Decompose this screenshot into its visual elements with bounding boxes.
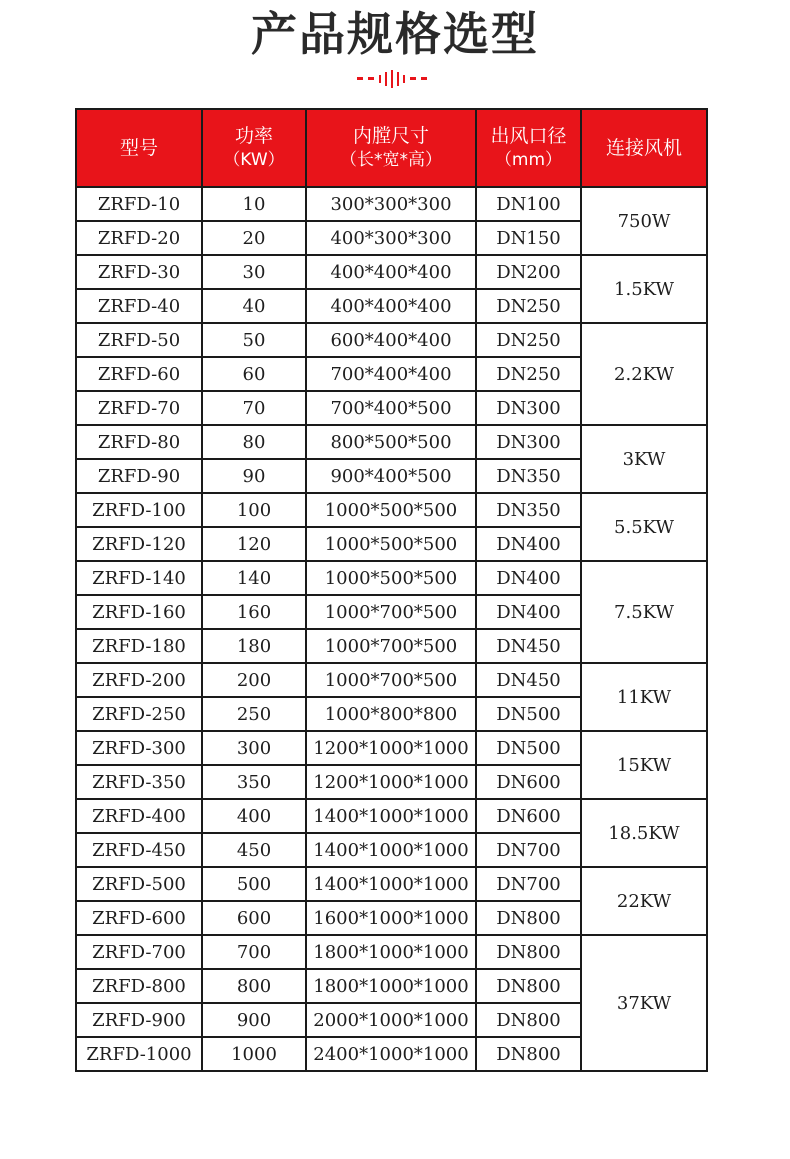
cell-size: 1000*800*800 xyxy=(306,697,476,731)
cell-size: 2400*1000*1000 xyxy=(306,1037,476,1071)
cell-size: 1200*1000*1000 xyxy=(306,731,476,765)
cell-model: ZRFD-500 xyxy=(76,867,202,901)
cell-outlet: DN150 xyxy=(476,221,581,255)
cell-fan: 2.2KW xyxy=(581,323,707,425)
cell-size: 1000*700*500 xyxy=(306,595,476,629)
cell-model: ZRFD-120 xyxy=(76,527,202,561)
cell-fan: 11KW xyxy=(581,663,707,731)
table-row xyxy=(76,323,707,357)
cell-outlet: DN700 xyxy=(476,833,581,867)
cell-model: ZRFD-70 xyxy=(76,391,202,425)
header-fan xyxy=(581,109,707,187)
cell-model: ZRFD-400 xyxy=(76,799,202,833)
cell-power: 20 xyxy=(202,221,306,255)
cell-size: 1400*1000*1000 xyxy=(306,833,476,867)
cell-outlet: DN250 xyxy=(476,289,581,323)
table-row xyxy=(76,799,707,833)
cell-size: 1000*500*500 xyxy=(306,561,476,595)
cell-outlet: DN200 xyxy=(476,255,581,289)
cell-model: ZRFD-600 xyxy=(76,901,202,935)
cell-size: 1000*500*500 xyxy=(306,493,476,527)
cell-fan: 750W xyxy=(581,187,707,255)
cell-fan: 7.5KW xyxy=(581,561,707,663)
cell-power: 70 xyxy=(202,391,306,425)
cell-model: ZRFD-450 xyxy=(76,833,202,867)
header-chamber-size xyxy=(306,109,476,187)
cell-power: 180 xyxy=(202,629,306,663)
cell-size: 400*400*400 xyxy=(306,255,476,289)
cell-power: 450 xyxy=(202,833,306,867)
cell-size: 700*400*500 xyxy=(306,391,476,425)
table-row xyxy=(76,561,707,595)
cell-model: ZRFD-80 xyxy=(76,425,202,459)
cell-power: 40 xyxy=(202,289,306,323)
table-row xyxy=(76,867,707,901)
cell-model: ZRFD-30 xyxy=(76,255,202,289)
cell-model: ZRFD-60 xyxy=(76,357,202,391)
cell-outlet: DN300 xyxy=(476,391,581,425)
cell-model: ZRFD-300 xyxy=(76,731,202,765)
cell-size: 400*400*400 xyxy=(306,289,476,323)
cell-outlet: DN700 xyxy=(476,867,581,901)
table-row xyxy=(76,731,707,765)
cell-fan: 1.5KW xyxy=(581,255,707,323)
cell-outlet: DN450 xyxy=(476,629,581,663)
cell-power: 400 xyxy=(202,799,306,833)
cell-size: 900*400*500 xyxy=(306,459,476,493)
cell-model: ZRFD-800 xyxy=(76,969,202,1003)
cell-outlet: DN250 xyxy=(476,323,581,357)
header-outlet-unit: （mm） xyxy=(494,150,563,170)
cell-outlet: DN500 xyxy=(476,697,581,731)
cell-power: 140 xyxy=(202,561,306,595)
cell-model: ZRFD-90 xyxy=(76,459,202,493)
cell-outlet: DN500 xyxy=(476,731,581,765)
cell-fan: 15KW xyxy=(581,731,707,799)
cell-fan: 3KW xyxy=(581,425,707,493)
cell-model: ZRFD-20 xyxy=(76,221,202,255)
cell-size: 1800*1000*1000 xyxy=(306,935,476,969)
cell-model: ZRFD-900 xyxy=(76,1003,202,1037)
header-chamber-size-unit: （长*宽*高） xyxy=(340,150,442,170)
cell-model: ZRFD-50 xyxy=(76,323,202,357)
header-outlet xyxy=(476,109,581,187)
cell-outlet: DN800 xyxy=(476,1037,581,1071)
cell-size: 1800*1000*1000 xyxy=(306,969,476,1003)
cell-fan: 22KW xyxy=(581,867,707,935)
cell-power: 100 xyxy=(202,493,306,527)
cell-model: ZRFD-160 xyxy=(76,595,202,629)
page-title: 产品规格选型 xyxy=(251,7,539,61)
cell-power: 250 xyxy=(202,697,306,731)
header-chamber-size-label: 内膛尺寸 xyxy=(352,125,429,147)
cell-power: 60 xyxy=(202,357,306,391)
cell-power: 80 xyxy=(202,425,306,459)
header-model-label: 型号 xyxy=(119,137,158,159)
cell-power: 300 xyxy=(202,731,306,765)
table-row xyxy=(76,935,707,969)
cell-size: 1000*700*500 xyxy=(306,663,476,697)
cell-fan: 18.5KW xyxy=(581,799,707,867)
cell-outlet: DN800 xyxy=(476,1003,581,1037)
cell-fan: 5.5KW xyxy=(581,493,707,561)
cell-power: 200 xyxy=(202,663,306,697)
cell-size: 1400*1000*1000 xyxy=(306,867,476,901)
cell-model: ZRFD-350 xyxy=(76,765,202,799)
cell-power: 1000 xyxy=(202,1037,306,1071)
cell-size: 1200*1000*1000 xyxy=(306,765,476,799)
cell-outlet: DN100 xyxy=(476,187,581,221)
header-model xyxy=(76,109,202,187)
table-body xyxy=(76,187,707,1071)
cell-power: 500 xyxy=(202,867,306,901)
cell-model: ZRFD-140 xyxy=(76,561,202,595)
cell-power: 160 xyxy=(202,595,306,629)
table-header-row xyxy=(76,109,707,187)
cell-outlet: DN600 xyxy=(476,799,581,833)
cell-size: 1000*500*500 xyxy=(306,527,476,561)
table-row xyxy=(76,663,707,697)
cell-outlet: DN800 xyxy=(476,901,581,935)
cell-outlet: DN600 xyxy=(476,765,581,799)
cell-size: 1000*700*500 xyxy=(306,629,476,663)
cell-power: 900 xyxy=(202,1003,306,1037)
header-outlet-label: 出风口径 xyxy=(490,125,567,147)
header-power-unit: （KW） xyxy=(223,150,285,170)
cell-power: 90 xyxy=(202,459,306,493)
spec-table xyxy=(75,108,708,1072)
cell-model: ZRFD-40 xyxy=(76,289,202,323)
cell-model: ZRFD-700 xyxy=(76,935,202,969)
cell-model: ZRFD-180 xyxy=(76,629,202,663)
cell-outlet: DN350 xyxy=(476,493,581,527)
cell-power: 120 xyxy=(202,527,306,561)
cell-size: 800*500*500 xyxy=(306,425,476,459)
cell-outlet: DN450 xyxy=(476,663,581,697)
cell-size: 600*400*400 xyxy=(306,323,476,357)
cell-model: ZRFD-1000 xyxy=(76,1037,202,1071)
cell-size: 1400*1000*1000 xyxy=(306,799,476,833)
cell-size: 400*300*300 xyxy=(306,221,476,255)
cell-model: ZRFD-10 xyxy=(76,187,202,221)
cell-power: 800 xyxy=(202,969,306,1003)
cell-power: 600 xyxy=(202,901,306,935)
cell-outlet: DN800 xyxy=(476,935,581,969)
table-row xyxy=(76,425,707,459)
cell-power: 10 xyxy=(202,187,306,221)
cell-size: 2000*1000*1000 xyxy=(306,1003,476,1037)
header-power xyxy=(202,109,306,187)
cell-fan: 37KW xyxy=(581,935,707,1071)
cell-outlet: DN400 xyxy=(476,595,581,629)
cell-size: 700*400*400 xyxy=(306,357,476,391)
cell-outlet: DN350 xyxy=(476,459,581,493)
table-row xyxy=(76,493,707,527)
cell-size: 300*300*300 xyxy=(306,187,476,221)
cell-model: ZRFD-200 xyxy=(76,663,202,697)
cell-power: 30 xyxy=(202,255,306,289)
cell-outlet: DN400 xyxy=(476,561,581,595)
cell-power: 50 xyxy=(202,323,306,357)
cell-power: 700 xyxy=(202,935,306,969)
table-row xyxy=(76,187,707,221)
cell-model: ZRFD-100 xyxy=(76,493,202,527)
cell-power: 350 xyxy=(202,765,306,799)
table-row xyxy=(76,255,707,289)
cell-outlet: DN400 xyxy=(476,527,581,561)
cell-outlet: DN250 xyxy=(476,357,581,391)
cell-outlet: DN800 xyxy=(476,969,581,1003)
cell-outlet: DN300 xyxy=(476,425,581,459)
title-underline-decoration xyxy=(357,70,433,88)
cell-model: ZRFD-250 xyxy=(76,697,202,731)
header-fan-label: 连接风机 xyxy=(605,137,682,159)
header-power-label: 功率 xyxy=(234,125,273,147)
cell-size: 1600*1000*1000 xyxy=(306,901,476,935)
